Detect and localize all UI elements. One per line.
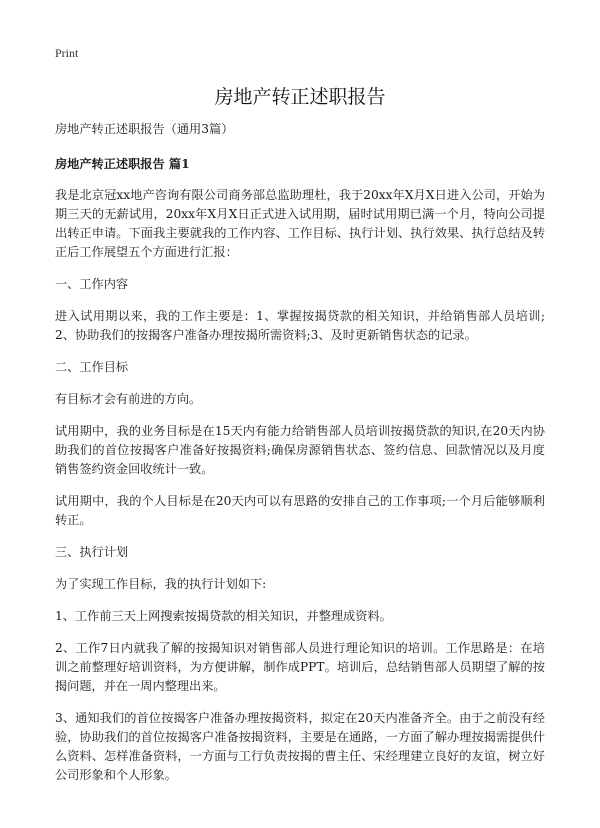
paragraph-business-goal: 试用期中，我的业务目标是在15天内有能力给销售部人员培训按揭贷款的知识,在20天内协助我们的首位按揭客户准备好按揭资料;确保房源销售状态、签约信息、回款情况以及月度销售签约资金回收统计一致。 <box>55 424 545 476</box>
document-subtitle: 房地产转正述职报告（通用3篇） <box>55 122 234 136</box>
paragraph-goal-direction: 有目标才会有前进的方向。 <box>55 392 202 406</box>
paragraph-intro: 我是北京冠xx地产咨询有限公司商务部总监助理杜，我于20xx年X月X日进入公司，开始为期三天的无薪试用，20xx年X月X日正式进入试用期，届时试用期已满一个月，特向公司提出转正申请。下面我主要就我的工作内容、工作目标、执行计划、执行效果、执行总结及转正后工作展望五个方面进行汇报： <box>55 188 545 259</box>
paragraph-plan-step-1: 1、工作前三天上网搜索按揭贷款的相关知识，并整理成资料。 <box>55 609 392 623</box>
section-heading-execution-plan: 三、执行计划 <box>55 545 129 559</box>
section-heading-work-goals: 二、工作目标 <box>55 360 129 374</box>
paragraph-personal-goal: 试用期中，我的个人目标是在20天内可以有思路的安排自己的工作事项;一个月后能够顺利转正。 <box>55 494 545 527</box>
print-label: Print <box>55 46 79 60</box>
paragraph-work-content: 进入试用期以来，我的工作主要是：1、掌握按揭贷款的相关知识，并给销售部人员培训;2、协助我们的按揭客户准备办理按揭所需资料;3、及时更新销售状态的记录。 <box>55 309 545 342</box>
article-heading: 房地产转正述职报告 篇1 <box>55 157 190 171</box>
paragraph-plan-step-3: 3、通知我们的首位按揭客户准备办理按揭资料，拟定在20天内准备齐全。由于之前没有经验，协助我们的首位按揭客户准备按揭资料，主要是在通路，一方面了解办理按揭需提供什么资料、怎样准备资料，一方面与工行负责按揭的曹主任、宋经理建立良好的友谊，树立好公司形象和个人形象。 <box>55 711 545 782</box>
paragraph-plan-intro: 为了实现工作目标，我的执行计划如下: <box>55 577 267 591</box>
document-body <box>55 120 545 798</box>
section-heading-work-content: 一、工作内容 <box>55 277 129 291</box>
paragraph-plan-step-2: 2、工作7日内就我了解的按揭知识对销售部人员进行理论知识的培训。工作思路是：在培训之前整理好培训资料，为方便讲解，制作成PPT。培训后，总结销售部人员期望了解的按揭问题，并在一周内整理出来。 <box>55 641 545 693</box>
page-title: 房地产转正述职报告 <box>214 86 386 108</box>
